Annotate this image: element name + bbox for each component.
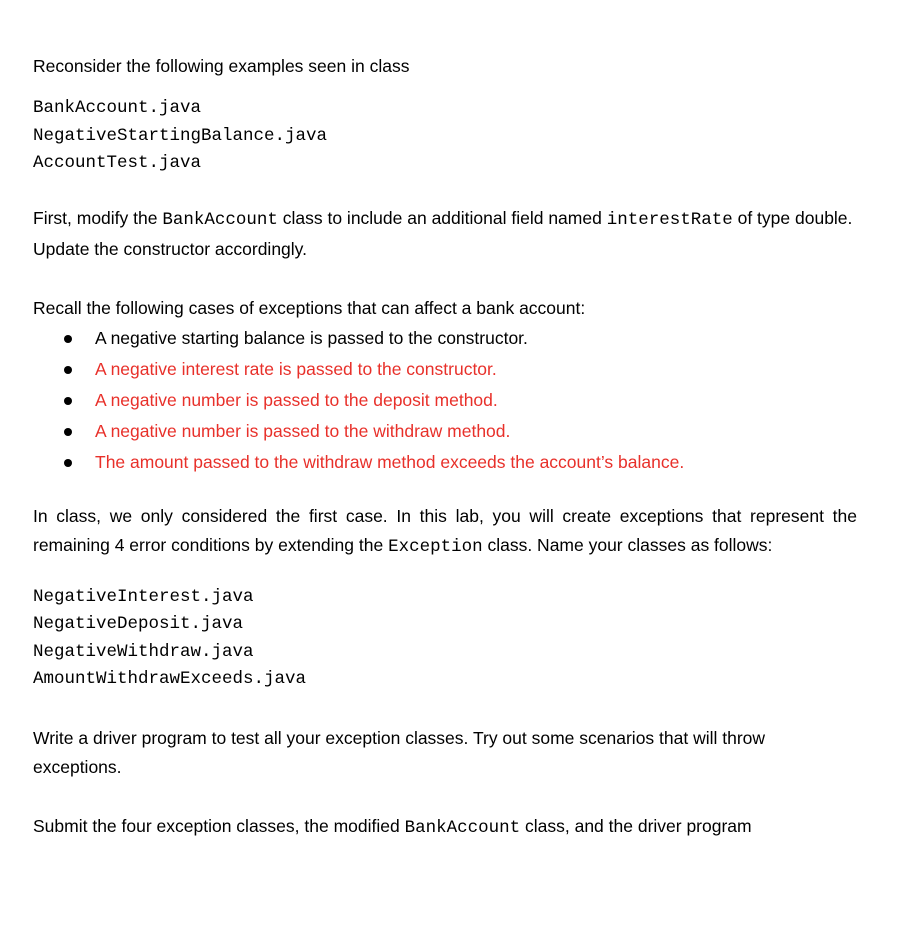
case-item: [33, 354, 857, 385]
modify-text-2: class to include an additional field named: [277, 207, 607, 228]
case-text: A negative number is passed to the withdraw method.: [95, 420, 511, 441]
case-text: The amount passed to the withdraw method exceeds the account’s balance.: [95, 451, 685, 472]
inclass-paragraph: [33, 502, 857, 562]
exception-cases-list: [33, 323, 857, 478]
bullet-icon: [64, 335, 72, 343]
submit-paragraph: [33, 812, 857, 843]
submit-text-2: class, and the driver program: [520, 815, 752, 836]
interestrate-field-code: interestRate: [606, 209, 733, 230]
inclass-text-2: class. Name your classes as follows:: [482, 534, 773, 555]
bullet-icon: [64, 397, 72, 405]
exception-class-code: Exception: [388, 536, 483, 557]
example-files-list: [33, 95, 857, 178]
case-item: [33, 447, 857, 478]
bankaccount-class-code: BankAccount: [162, 209, 278, 230]
document-page: [33, 52, 857, 843]
case-text: A negative interest rate is passed to the constructor.: [95, 358, 497, 379]
exception-files-list: [33, 584, 857, 694]
submit-text-1: Submit the four exception classes, the modified: [33, 815, 405, 836]
bullet-icon: [64, 428, 72, 436]
case-item: [33, 416, 857, 447]
exception-file: AmountWithdrawExceeds.java: [33, 669, 307, 689]
case-text: A negative number is passed to the deposit method.: [95, 389, 498, 410]
bankaccount-submit-code: BankAccount: [404, 817, 521, 838]
bullet-icon: [64, 366, 72, 374]
exception-file: NegativeDeposit.java: [33, 614, 244, 634]
case-item: [33, 385, 857, 416]
example-file: NegativeStartingBalance.java: [33, 125, 328, 146]
modify-text-1: First, modify the: [33, 207, 163, 228]
exception-file: NegativeWithdraw.java: [33, 641, 254, 662]
exception-file: NegativeInterest.java: [33, 586, 254, 607]
case-text: A negative starting balance is passed to the constructor.: [95, 327, 528, 348]
recall-paragraph: Recall the following cases of exceptions that can affect a bank account:: [33, 297, 586, 318]
inclass-text-1: In class, we only considered the first case. In this lab, you will create exceptions that represent the remaining 4 error conditions by extending the: [33, 505, 857, 555]
example-file: BankAccount.java: [33, 98, 202, 118]
intro-paragraph: Reconsider the following examples seen in class: [33, 56, 410, 76]
example-file: AccountTest.java: [33, 153, 202, 173]
bullet-icon: [64, 459, 72, 467]
driver-paragraph: Write a driver program to test all your exception classes. Try out some scenarios that will throw exceptions.: [33, 727, 766, 777]
case-item: [33, 323, 857, 354]
modify-paragraph: [33, 204, 857, 264]
modify-text-3: of type double. Update the constructor accordingly.: [33, 207, 853, 259]
